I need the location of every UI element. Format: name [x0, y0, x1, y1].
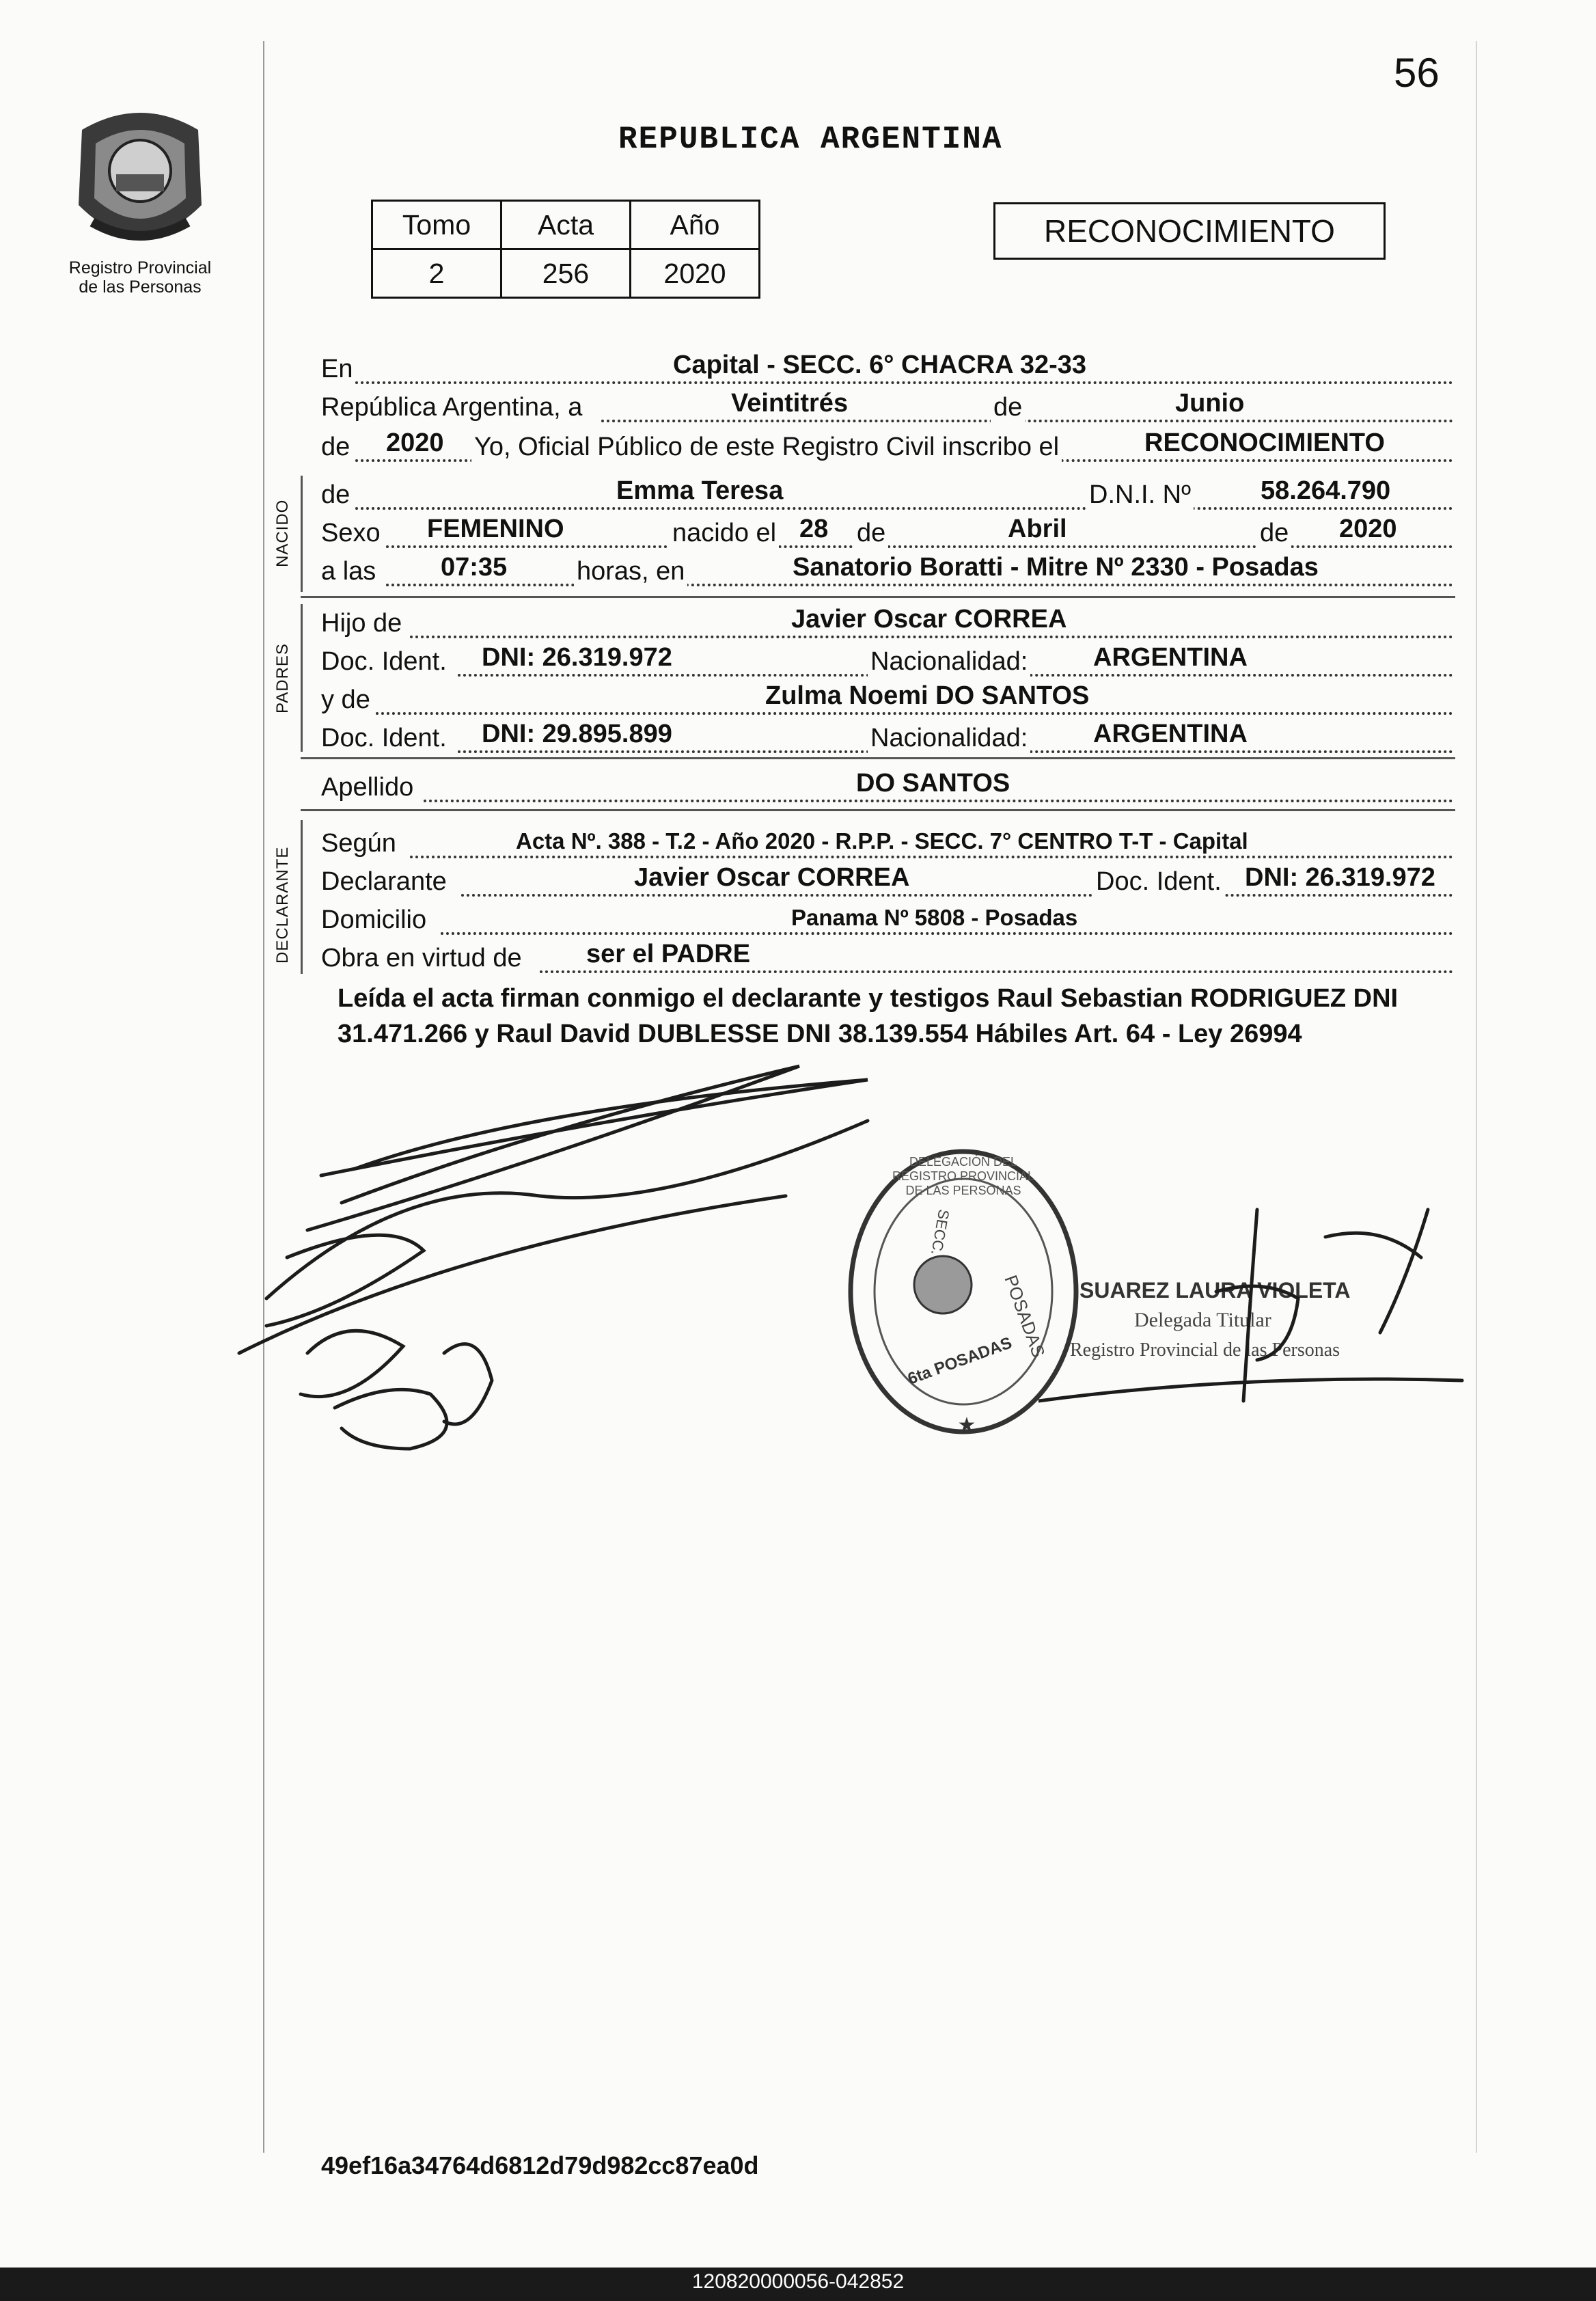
svg-text:★: ★	[957, 1414, 976, 1437]
official-signature	[1038, 1196, 1476, 1432]
header-acta: Acta	[501, 201, 631, 249]
value-nac-dia: 28	[799, 515, 829, 543]
official-org: Registro Provincial de las Personas	[1070, 1339, 1340, 1361]
value-hora: 07:35	[441, 553, 508, 582]
row-anio-acto: de 2020 Yo, Oficial Público de este Registro Civil inscribo el RECONOCIMIENTO	[321, 431, 1453, 466]
misiones-seal-logo	[68, 103, 212, 260]
value-nombre: Emma Teresa	[616, 476, 784, 505]
value-domicilio: Panama Nº 5808 - Posadas	[791, 905, 1078, 930]
header-anio: Año	[631, 201, 760, 249]
row-madre: y de Zulma Noemi DO SANTOS	[321, 683, 1453, 719]
closing-statement: Leída el acta firman conmigo el declarante y testigos Raul Sebastian RODRIGUEZ DNI 31.471.266 y Raul David DUBLESSE DNI 38.139.554 Hábiles Art. 64 - Ley 26994	[338, 984, 1399, 1048]
act-type-box: RECONOCIMIENTO	[993, 202, 1386, 260]
value-dia: Veintitrés	[731, 389, 849, 418]
row-madre-doc: Doc. Ident. DNI: 29.895.899 Nacionalidad: ARGENTINA	[321, 722, 1453, 757]
value-padre-doc: DNI: 26.319.972	[482, 643, 672, 672]
row-lugar: En Capital - SECC. 6° CHACRA 32-33	[321, 353, 1453, 388]
footer-code: 120820000056-042852	[691, 2270, 905, 2293]
row-padre: Hijo de Javier Oscar CORREA	[321, 607, 1453, 642]
right-margin-line	[1476, 41, 1477, 2153]
document-hash: 49ef16a34764d6812d79d982cc87ea0d	[321, 2151, 759, 2179]
value-nac-mes: Abril	[1008, 515, 1067, 543]
row-nombre: de Emma Teresa D.N.I. Nº 58.264.790	[321, 478, 1453, 514]
value-acto: RECONOCIMIENTO	[1144, 428, 1385, 457]
value-segun: Acta Nº. 388 - T.2 - Año 2020 - R.P.P. - SECC. 7° CENTRO T-T - Capital	[516, 828, 1248, 854]
value-lugar: Capital - SECC. 6° CHACRA 32-33	[673, 351, 1087, 379]
witness-signatures	[184, 1025, 936, 1466]
row-sexo: Sexo FEMENINO nacido el 28 de Abril de 2020	[321, 517, 1453, 552]
row-hora-lugar: a las 07:35 horas, en Sanatorio Boratti - Mitre Nº 2330 - Posadas	[321, 555, 1453, 590]
value-declarante-doc: DNI: 26.319.972	[1245, 863, 1435, 892]
header-tomo: Tomo	[372, 201, 501, 249]
row-apellido: Apellido DO SANTOS	[321, 771, 1453, 806]
value-nac-anio: 2020	[1339, 515, 1397, 543]
value-madre-nac: ARGENTINA	[1093, 720, 1248, 748]
value-tomo: 2	[372, 249, 501, 298]
value-padre: Javier Oscar CORREA	[791, 605, 1067, 634]
value-madre: Zulma Noemi DO SANTOS	[765, 681, 1090, 710]
value-obra: ser el PADRE	[586, 940, 751, 968]
org-name: Registro Provincial de las Personas	[68, 258, 212, 297]
row-fecha: República Argentina, a Veintitrés de Junio	[321, 391, 1453, 426]
value-padre-nac: ARGENTINA	[1093, 643, 1248, 672]
row-obra: Obra en virtud de ser el PADRE	[321, 942, 1453, 977]
row-padre-doc: Doc. Ident. DNI: 26.319.972 Nacionalidad: ARGENTINA	[321, 645, 1453, 681]
row-declarante: Declarante Javier Oscar CORREA Doc. Ident. DNI: 26.319.972	[321, 865, 1453, 901]
value-acta: 256	[501, 249, 631, 298]
page-number: 56	[1394, 50, 1440, 96]
value-apellido: DO SANTOS	[856, 769, 1010, 798]
value-madre-doc: DNI: 29.895.899	[482, 720, 672, 748]
official-title: Delegada Titular	[1134, 1309, 1271, 1331]
record-table	[371, 200, 760, 299]
value-sexo: FEMENINO	[427, 515, 564, 543]
value-lugar-nac: Sanatorio Boratti - Mitre Nº 2330 - Posadas	[793, 553, 1319, 582]
value-anio: 2020	[631, 249, 760, 298]
section-nacido: NACIDO	[273, 499, 292, 567]
value-anio: 2020	[386, 428, 444, 457]
svg-text:POSADAS: POSADAS	[1000, 1272, 1049, 1361]
value-declarante: Javier Oscar CORREA	[634, 863, 910, 892]
row-domicilio: Domicilio Panama Nº 5808 - Posadas	[321, 903, 1453, 939]
document-title: REPUBLICA ARGENTINA	[618, 122, 1003, 157]
value-dni: 58.264.790	[1261, 476, 1391, 505]
value-mes: Junio	[1175, 389, 1245, 418]
official-stamp: POSADAS ★ SECC. 6ta POSADAS DELEGACIÓN DEL REGISTRO PROVINCIAL DE LAS PERSONAS	[840, 1141, 1086, 1445]
section-declarante: DECLARANTE	[273, 846, 292, 964]
row-segun: Según Acta Nº. 388 - T.2 - Año 2020 - R.P.P. - SECC. 7° CENTRO T-T - Capital	[321, 827, 1453, 862]
official-name: SUAREZ LAURA VIOLETA	[1079, 1278, 1351, 1303]
section-padres: PADRES	[273, 643, 292, 713]
